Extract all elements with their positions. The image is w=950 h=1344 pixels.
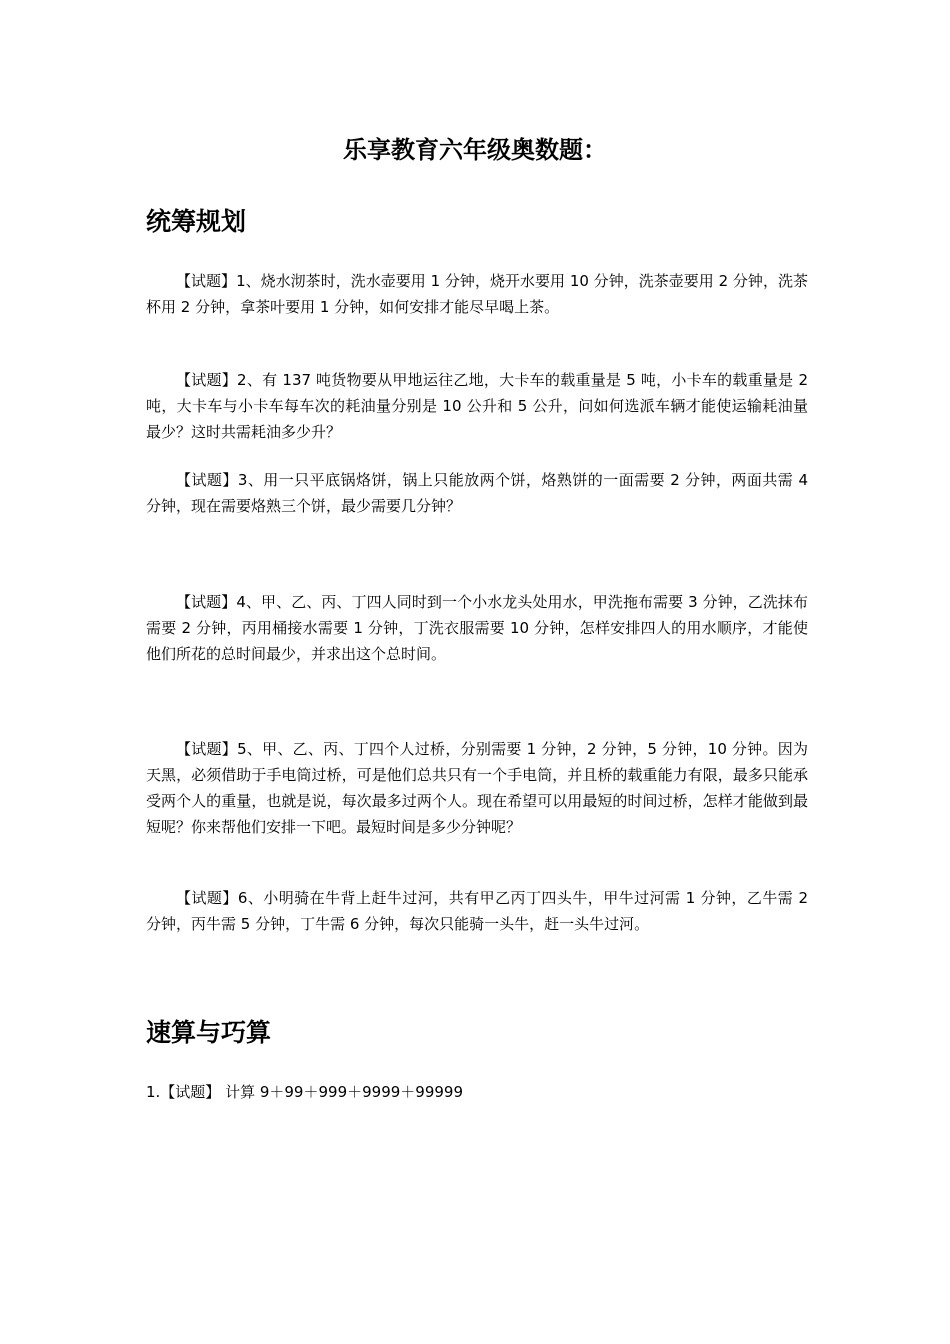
problem-tag: 【试题】 (176, 593, 237, 611)
problem-item (146, 467, 808, 519)
problem-item (146, 589, 808, 667)
problem-item (146, 268, 808, 320)
problem-tag: 1.【试题】 (146, 1083, 221, 1101)
problem-tag: 【试题】 (176, 889, 238, 907)
problem-tag: 【试题】 (176, 471, 238, 489)
problem-item (146, 367, 808, 445)
problem-text: 6、小明骑在牛背上赶牛过河，共有甲乙丙丁四头牛，甲牛过河需 1 分钟，乙牛需 2 分钟，丙牛需 5 分钟，丁牛需 6 分钟，每次只能骑一头牛，赶一头牛过河。 (146, 889, 808, 933)
problem-text: 3、用一只平底锅烙饼，锅上只能放两个饼，烙熟饼的一面需要 2 分钟，两面共需 4 分钟，现在需要烙熟三个饼，最少需要几分钟？ (146, 471, 808, 515)
problem-item (146, 736, 808, 840)
document-title: 乐享教育六年级奥数题： (343, 136, 607, 164)
problem-tag: 【试题】 (176, 272, 237, 290)
problem-text: 5、甲、乙、丙、丁四个人过桥，分别需要 1 分钟，2 分钟，5 分钟，10 分钟。因为天黑，必须借助于手电筒过桥，可是他们总共只有一个手电筒，并且桥的载重能力有限，最多只能承受两个人的重量，也就是说，每次最多过两个人。现在希望可以用最短的时间过桥，怎样才能做到最短呢？你来帮他们安排一下吧。最短时间是多少分钟呢？ (146, 740, 808, 836)
problem-text: 4、甲、乙、丙、丁四人同时到一个小水龙头处用水，甲洗拖布需要 3 分钟，乙洗抹布需要 2 分钟，丙用桶接水需要 1 分钟，丁洗衣服需要 10 分钟，怎样安排四人的用水顺序，才能使他们所花的总时间最少，并求出这个总时间。 (146, 593, 808, 663)
problem-text: 1、烧水沏茶时，洗水壶要用 1 分钟，烧开水要用 10 分钟，洗茶壶要用 2 分钟，洗茶杯用 2 分钟，拿茶叶要用 1 分钟，如何安排才能尽早喝上茶。 (146, 272, 808, 316)
problem-text: 2、有 137 吨货物要从甲地运往乙地，大卡车的载重量是 5 吨，小卡车的载重量是 2 吨，大卡车与小卡车每车次的耗油量分别是 10 公升和 5 公升，问如何选派车辆才能使运输耗油量最少？这时共需耗油多少升？ (146, 371, 808, 441)
section-heading-quick-calc: 速算与巧算 (146, 1018, 272, 1047)
problem-item (146, 885, 808, 937)
problem-tag: 【试题】 (176, 371, 238, 389)
problem-text: 计算 9＋99＋999＋9999＋99999 (220, 1083, 464, 1101)
problem-tag: 【试题】 (176, 740, 238, 758)
section-heading-planning: 统筹规划 (146, 207, 247, 236)
problem-item (146, 1079, 808, 1105)
